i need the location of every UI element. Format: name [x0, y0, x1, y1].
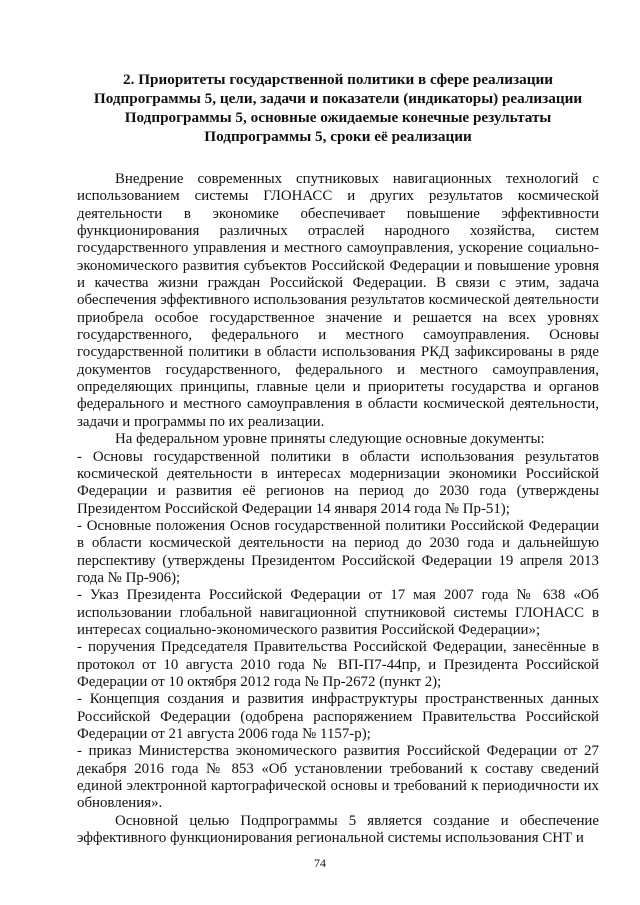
heading-line: Подпрограммы 5, основные ожидаемые конечные результаты	[124, 109, 552, 126]
document-list-item: - Основные положения Основ государственной политики Российской Федерации в области космической деятельности на период до 2030 года и дальнейшую перспективу (утверждены Президентом Российской Федерации 19 апреля 2013 года № Пр-906);	[77, 517, 599, 586]
heading-line: Подпрограммы 5, цели, задачи и показатели (индикаторы) реализации	[93, 90, 583, 107]
documents-intro-paragraph: На федеральном уровне приняты следующие основные документы:	[115, 431, 545, 448]
heading-line: 2. Приоритеты государственной политики в сфере реализации	[123, 71, 553, 88]
page-number: 74	[314, 856, 326, 870]
document-list-item: - Указ Президента Российской Федерации от 17 мая 2007 года № 638 «Об использовании глобальной навигационной спутниковой системы ГЛОНАСС в интересах социально-экономического развития Российской Федерации»;	[77, 587, 599, 638]
document-body	[77, 171, 599, 847]
goal-paragraph: Основной целью Подпрограммы 5 является создание и обеспечение эффективного функционирования региональной системы использования СНТ и	[77, 812, 599, 847]
document-list-item: - Концепция создания и развития инфраструктуры пространственных данных Российской Федерации (одобрена распоряжением Правительства Российской Федерации от 21 августа 2006 года № 1157-р);	[77, 691, 599, 742]
document-page	[77, 70, 599, 847]
heading-line: Подпрограммы 5, сроки её реализации	[204, 128, 472, 145]
intro-paragraph: Внедрение современных спутниковых навигационных технологий с использованием системы ГЛОНАСС и других результатов космической деятельности в экономике обеспечивает повышение эффективности функционирования различных отраслей народного хозяйства, систем государственного управления и местного самоуправления, ускорение социально-экономического развития субъектов Российской Федерации и повышение уровня и качества жизни граждан Российской Федерации. В связи с этим, задача обеспечения эффективного использования результатов космической деятельности приобрела особое государственное значение и решается на всех уровнях государственного, федерального и местного самоуправления. Основы государственной политики в области использования РКД зафиксированы в ряде документов государственного, федерального и местного самоуправления, определяющих принципы, главные цели и приоритеты государства и органов федерального и местного самоуправления в области космической деятельности, задачи и программы по их реализации.	[77, 171, 599, 430]
document-list-item: - приказ Министерства экономического развития Российской Федерации от 27 декабря 2016 года № 853 «Об установлении требований к составу сведений единой электронной картографической основы и требований к периодичности их обновления».	[77, 743, 599, 812]
document-list-item: - Основы государственной политики в области использования результатов космической деятельности в интересах модернизации экономики Российской Федерации и развития её регионов на период до 2030 года (утверждены Президентом Российской Федерации 14 января 2014 года № Пр-51);	[77, 448, 599, 517]
document-list-item: - поручения Председателя Правительства Российской Федерации, занесённые в протокол от 10 августа 2010 года № ВП-П7-44пр, и Президента Российской Федерации от 10 октября 2012 года № Пр-2672 (пункт 2);	[77, 639, 599, 690]
section-heading	[77, 70, 599, 146]
